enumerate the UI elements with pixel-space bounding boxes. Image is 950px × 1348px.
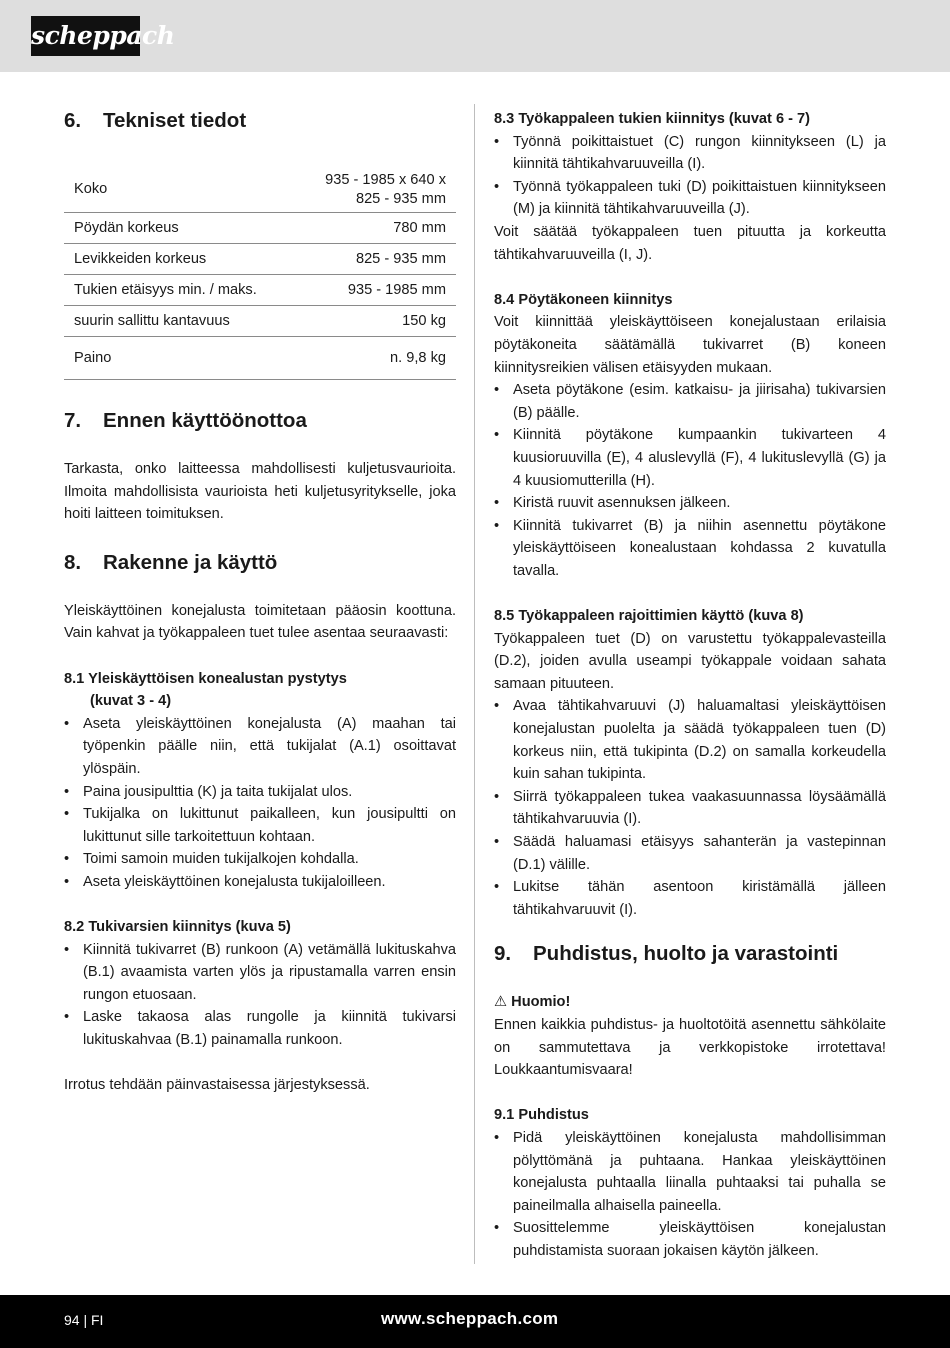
list-item: • Aseta pöytäkone (esim. katkaisu- ja jiirisaha) tukivarsien (B) päälle.: [494, 379, 886, 424]
table-row: [64, 275, 456, 306]
warning-icon: ⚠: [494, 994, 508, 1011]
column-divider: [474, 104, 475, 1264]
spec-label: suurin sallittu kantavuus: [64, 306, 295, 337]
technical-data-table: [64, 164, 456, 380]
list-item: • Suosittelemme yleiskäyttöisen konejalustan puhdistamista suoraan jokaisen käytön jälkeen.: [494, 1217, 886, 1262]
table-row: [64, 213, 456, 244]
spec-value: 935 - 1985 mm: [295, 275, 456, 306]
subsection-8-3-text: Voit säätää työkappaleen tuen pituutta ja korkeutta tähtikahvaruuveilla (I, J).: [494, 223, 886, 263]
subsection-8-1-list: [64, 713, 456, 894]
subsection-9-1-title: 9.1 Puhdistus: [494, 1107, 589, 1124]
list-item: • Kiinnitä pöytäkone kumpaankin tukivarteen 4 kuusioruuvilla (E), 4 aluslevyllä (F), 4 lukituslevyllä (G) ja 4 kuusiomutterilla (H).: [494, 424, 886, 492]
spec-label: Tukien etäisyys min. / maks.: [64, 275, 295, 306]
spec-value: 780 mm: [295, 213, 456, 244]
spec-value: n. 9,8 kg: [295, 337, 456, 380]
list-item: • Aseta yleiskäyttöinen konejalusta tukijaloilleen.: [64, 871, 456, 894]
page-header: [0, 0, 950, 72]
list-item: • Aseta yleiskäyttöinen konejalusta (A) maahan tai työpenkin päälle niin, että tukijalat (A.1) osoittavat ylöspäin.: [64, 713, 456, 781]
right-column: [494, 108, 886, 1263]
page-number: 94 | FI: [64, 1312, 104, 1328]
subsection-8-4-text: Voit kiinnittää yleiskäyttöiseen konejalustaan erilaisia pöytäkoneita säätämällä tukivarret (B) koneen kiinnitysreikien välisen etäisyyden mukaan.: [494, 314, 886, 376]
list-item: • Säädä haluamasi etäisyys sahanterän ja vastepinnan (D.1) välille.: [494, 831, 886, 876]
table-row: [64, 337, 456, 380]
subsection-8-5-title: 8.5 Työkappaleen rajoittimien käyttö (kuva 8): [494, 608, 804, 625]
subsection-8-4-title: 8.4 Pöytäkoneen kiinnitys: [494, 291, 673, 308]
subsection-8-5-text: Työkappaleen tuet (D) on varustettu työkappalevasteilla (D.2), joiden avulla useampi työkappale voidaan sahata samaan pituuteen.: [494, 630, 886, 692]
spec-value: 935 - 1985 x 640 x 825 - 935 mm: [295, 164, 456, 213]
list-item: • Laske takaosa alas rungolle ja kiinnitä tukivarsi lukituskahvaa (B.1) painamalla runkoon.: [64, 1006, 456, 1051]
subsection-8-2-list: [64, 939, 456, 1052]
list-item: • Työnnä poikittaistuet (C) rungon kiinnitykseen (L) ja kiinnitä tähtikahvaruuveilla (I).: [494, 131, 886, 176]
spec-label: Paino: [64, 337, 295, 380]
subsection-8-1-title: 8.1 Yleiskäyttöisen konealustan pystytys: [64, 670, 347, 687]
subsection-8-3-title: 8.3 Työkappaleen tukien kiinnitys (kuvat 6 - 7): [494, 111, 811, 127]
warning-title: ⚠ Huomio!: [494, 994, 571, 1011]
removal-note: Irrotus tehdään päinvastaisessa järjestyksessä.: [64, 1077, 370, 1094]
spec-label: Levikkeiden korkeus: [64, 244, 295, 275]
table-row: [64, 244, 456, 275]
list-item: • Pidä yleiskäyttöinen konejalusta mahdollisimman pölyttömänä ja puhtaana. Hankaa yleiskäyttöinen konejalusta puhtaalla liinalla puhtaaksi tai puhalla se paineilmalla alhaisella paineella.: [494, 1127, 886, 1217]
list-item: • Kiinnitä tukivarret (B) ja niihin asennettu pöytäkone yleiskäyttöiseen konealustaan kohdassa 2 kuvatulla tavalla.: [494, 515, 886, 583]
list-item: • Paina jousipulttia (K) ja taita tukijalat ulos.: [64, 781, 456, 804]
list-item: • Avaa tähtikahvaruuvi (J) haluamaltasi yleiskäyttöisen konejalustan puolelta ja säädä työkappaleen tuen (D) korkeus niin, että tukipinta (D.2) on samalla korkeudella kuin sahan tukipinta.: [494, 695, 886, 785]
spec-value: 825 - 935 mm: [295, 244, 456, 275]
subsection-8-4-list: [494, 379, 886, 582]
left-column: [64, 108, 456, 1097]
section-6-heading: 6. Tekniset tiedot: [64, 109, 247, 132]
list-item: • Siirrä työkappaleen tukea vaakasuunnassa löysäämällä tähtikahvaruuvia (I).: [494, 786, 886, 831]
section-7-heading: 7. Ennen käyttöönottoa: [64, 409, 307, 432]
spec-label: Pöydän korkeus: [64, 213, 295, 244]
spec-label: Koko: [64, 164, 295, 213]
spec-value: 150 kg: [295, 306, 456, 337]
table-row: [64, 164, 456, 213]
list-item: • Kiristä ruuvit asennuksen jälkeen.: [494, 492, 886, 515]
list-item: • Kiinnitä tukivarret (B) runkoon (A) vetämällä lukituskahva (B.1) avaamista varten ylös ja ripustamalla varren ensin rungon etuosaan.: [64, 939, 456, 1007]
list-item: • Tukijalka on lukittunut paikalleen, kun jousipultti on lukittunut sille tarkoitettuun kohtaan.: [64, 803, 456, 848]
list-item: • Lukitse tähän asentoon kiristämällä jälleen tähtikahvaruuvit (I).: [494, 876, 886, 921]
subsection-8-3-list: [494, 131, 886, 221]
website-url: www.scheppach.com: [381, 1309, 559, 1328]
subsection-8-1-subtitle: (kuvat 3 - 4): [90, 693, 172, 710]
table-row: [64, 306, 456, 337]
warning-text: Ennen kaikkia puhdistus- ja huoltotöitä asennettu sähkölaite on sammutettava ja verkkopistoke irrotettava! Loukkaantumisvaara!: [494, 1016, 886, 1079]
list-item: • Toimi samoin muiden tukijalkojen kohdalla.: [64, 848, 456, 871]
subsection-9-1-list: [494, 1127, 886, 1263]
scheppach-logo: scheppach: [31, 16, 140, 56]
list-item: • Työnnä työkappaleen tuki (D) poikittaistuen kiinnitykseen (M) ja kiinnitä tähtikahvaruuveilla (J).: [494, 176, 886, 221]
section-8-text: Yleiskäyttöinen konejalusta toimitetaan pääosin koottuna. Vain kahvat ja työkappaleen tuet tulee asentaa seuraavasti:: [64, 602, 456, 642]
subsection-8-5-list: [494, 695, 886, 921]
section-8-heading: 8. Rakenne ja käyttö: [64, 550, 278, 574]
section-7-text: Tarkasta, onko laitteessa mahdollisesti kuljetusvaurioita. Ilmoita mahdollisista vaurioista heti kuljetusyritykselle, joka hoiti laitteen toimituksen.: [64, 461, 456, 523]
section-9-heading: 9. Puhdistus, huolto ja varastointi: [494, 942, 839, 966]
page-footer: [0, 1295, 950, 1348]
subsection-8-2-title: 8.2 Tukivarsien kiinnitys (kuva 5): [64, 919, 291, 936]
